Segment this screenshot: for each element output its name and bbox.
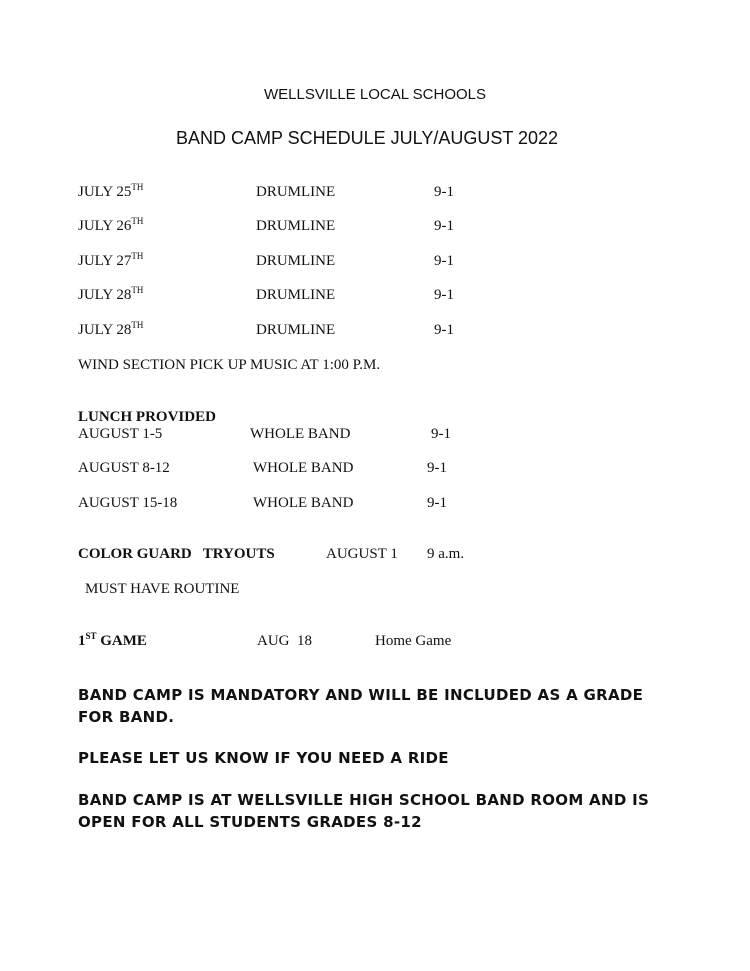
july-section: DRUMLINE	[256, 322, 336, 338]
lunch-heading: LUNCH PROVIDED	[78, 409, 216, 425]
august-section: WHOLE BAND	[253, 460, 354, 476]
july-time: 9-1	[434, 184, 454, 200]
august-date: AUGUST 8-12	[78, 460, 170, 476]
page-title: BAND CAMP SCHEDULE JULY/AUGUST 2022	[175, 128, 559, 148]
july-date: JULY 25TH	[78, 182, 144, 200]
first-game-location: Home Game	[375, 633, 452, 649]
color-guard-label: COLOR GUARD TRYOUTS	[78, 546, 275, 562]
july-date: JULY 26TH	[78, 216, 144, 234]
august-section: WHOLE BAND	[250, 426, 351, 442]
july-time: 9-1	[434, 253, 454, 269]
school-name: WELLSVILLE LOCAL SCHOOLS	[263, 86, 487, 103]
first-game-date: AUG 18	[257, 633, 312, 649]
july-section: DRUMLINE	[256, 184, 336, 200]
july-time: 9-1	[434, 322, 454, 338]
color-guard-date: AUGUST 1	[326, 546, 398, 562]
july-section: DRUMLINE	[256, 253, 336, 269]
july-date: JULY 28TH	[78, 285, 144, 303]
first-game-label: 1ST GAME	[78, 631, 147, 649]
july-section: DRUMLINE	[256, 287, 336, 303]
august-date: AUGUST 1-5	[78, 426, 163, 442]
august-date: AUGUST 15-18	[78, 495, 178, 511]
july-date: JULY 27TH	[78, 251, 144, 269]
location-notice: BAND CAMP IS AT WELLSVILLE HIGH SCHOOL BAND ROOM AND IS OPEN FOR ALL STUDENTS GRADES 8-12	[78, 791, 650, 831]
july-time: 9-1	[434, 287, 454, 303]
july-time: 9-1	[434, 218, 454, 234]
august-time: 9-1	[431, 426, 451, 442]
august-section: WHOLE BAND	[253, 495, 354, 511]
ride-notice: PLEASE LET US KNOW IF YOU NEED A RIDE	[78, 749, 449, 767]
wind-section-note: WIND SECTION PICK UP MUSIC AT 1:00 P.M.	[78, 357, 381, 373]
august-time: 9-1	[427, 495, 447, 511]
color-guard-time: 9 a.m.	[427, 546, 465, 562]
july-section: DRUMLINE	[256, 218, 336, 234]
august-time: 9-1	[427, 460, 447, 476]
color-guard-note: MUST HAVE ROUTINE	[85, 581, 240, 597]
july-date: JULY 28TH	[78, 320, 144, 338]
mandatory-notice: BAND CAMP IS MANDATORY AND WILL BE INCLUDED AS A GRADE FOR BAND.	[78, 686, 644, 726]
